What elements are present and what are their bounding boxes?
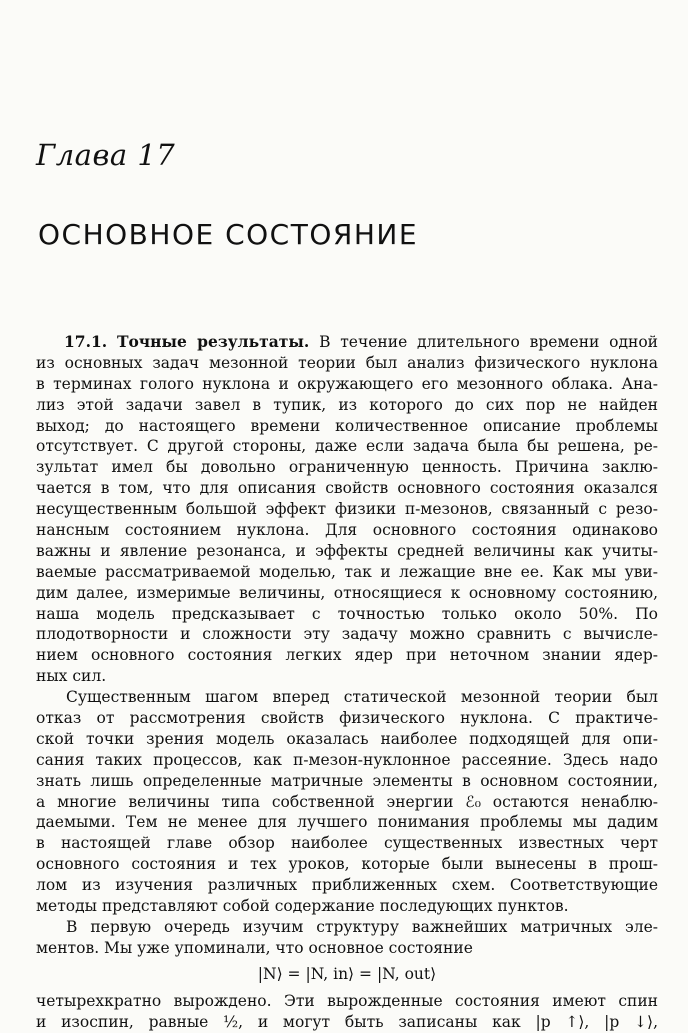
text-line: Существенным шагом вперед статической мезонной теории был: [66, 688, 658, 707]
formula: |N⟩ = |N, in⟩ = |N, out⟩: [257, 964, 437, 983]
text-line: плодотворности и сложности эту задачу можно сравнить с вычисле-: [36, 625, 658, 644]
text-line: в настоящей главе обзор наиболее существенных известных черт: [36, 834, 658, 853]
text-line: лиз этой задачи завел в тупик, из которого до сих пор не найден: [36, 395, 658, 414]
chapter-label: Глава 17: [36, 138, 176, 172]
chapter-title: ОСНОВНОЕ СОСТОЯНИЕ: [38, 218, 419, 251]
text-line: наша модель предсказывает с точностью только около 50%. По: [36, 604, 658, 623]
text-line: нансным состоянием нуклона. Для основного состояния одинаково: [36, 521, 658, 540]
text-line: основного состояния и тех уроков, которые были вынесены в прош-: [36, 855, 658, 874]
section-heading-line: [36, 332, 658, 353]
text-line: выход; до настоящего времени количественное описание проблемы: [36, 416, 658, 435]
text-line: в терминах голого нуклона и окружающего его мезонного облака. Ана-: [36, 374, 658, 393]
text-line: чается в том, что для описания свойств основного состояния оказался: [36, 479, 658, 498]
text-line: из основных задач мезонной теории был анализ физического нуклона: [36, 353, 658, 372]
text-line: отказ от рассмотрения свойств физического нуклона. С практиче-: [36, 709, 658, 728]
paragraph-2: [36, 687, 658, 917]
text-line: и изоспин, равные ½, и могут быть записаны как |p ↑⟩, |p ↓⟩,: [36, 1012, 658, 1031]
paragraph-1: [36, 353, 658, 687]
text-line: ментов. Мы уже упоминали, что основное состояние: [36, 938, 473, 957]
section-first-line: В течение длительного времени одной: [319, 333, 658, 351]
paragraph-4: [36, 991, 658, 1033]
section-name: Точные результаты.: [116, 332, 310, 351]
text-line: несущественным большой эффект физики π-мезонов, связанный с резо-: [36, 500, 658, 519]
text-line: В первую очередь изучим структуру важнейших матричных эле-: [66, 917, 658, 936]
text-line: важны и явление резонанса, и эффекты средней величины как учиты-: [36, 541, 658, 560]
text-line: зультат имел бы довольно ограниченную ценность. Причина заклю-: [36, 458, 658, 477]
text-line: ской точки зрения модель оказалась наиболее подходящей для опи-: [36, 729, 658, 748]
section-number: 17.1.: [64, 332, 108, 351]
text-line: даемыми. Тем не менее для лучшего понимания проблемы мы дадим: [36, 813, 658, 832]
text-line: ваемые рассматриваемой моделью, так и лежащие вне ее. Как мы уви-: [36, 562, 658, 581]
text-line: знать лишь определенные матричные элементы в основном состоянии,: [36, 771, 658, 790]
text-line: дим далее, измеримые величины, относящиеся к основному состоянию,: [36, 583, 658, 602]
text-line: а многие величины типа собственной энергии ℰ₀ остаются ненаблю-: [36, 792, 658, 811]
text-line: лом из изучения различных приближенных схем. Соответствующие: [36, 876, 658, 895]
text-line: методы представляют собой содержание последующих пунктов.: [36, 897, 569, 916]
text-line: отсутствует. С другой стороны, даже если задача была бы решена, ре-: [36, 437, 658, 456]
text-line: сания таких процессов, как π-мезон-нуклонное рассеяние. Здесь надо: [36, 750, 658, 769]
body-text: [36, 332, 658, 1033]
paragraph-3: [36, 917, 658, 959]
text-line: четырехкратно вырождено. Эти вырожденные состояния имеют спин: [36, 991, 658, 1010]
text-line: нием основного состояния легких ядер при неточном знании ядер-: [36, 646, 658, 665]
text-line: ных сил.: [36, 667, 107, 686]
